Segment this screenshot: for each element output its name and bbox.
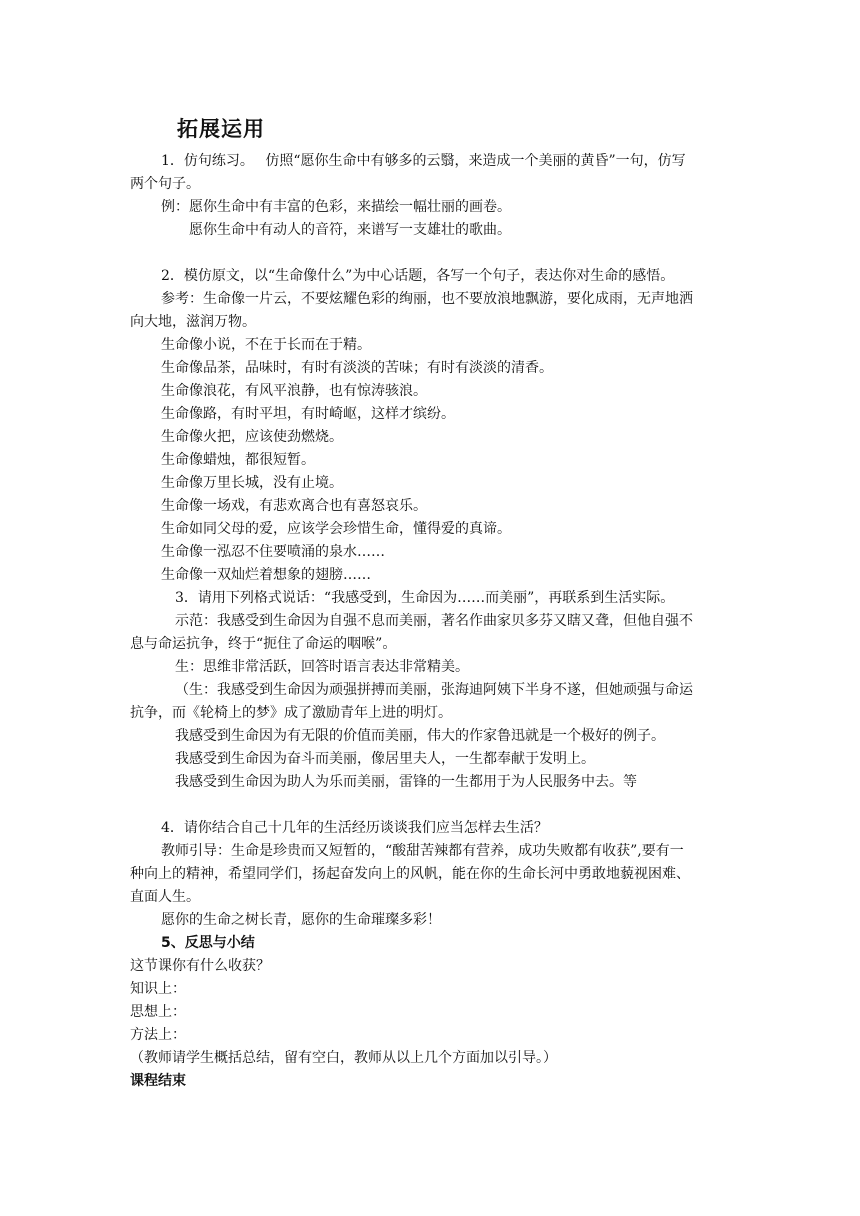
- section-title: 拓展运用: [177, 117, 265, 141]
- q2-item: 生命像路，有时平坦，有时崎岖，这样才缤纷。: [161, 406, 455, 422]
- q1-prompt-line2: 两个句子。: [130, 176, 200, 192]
- q3-answer-1b: 抗争，而《轮椅上的梦》成了激励青年上进的明灯。: [130, 705, 452, 721]
- q2-item: 生命像一双灿烂着想象的翅膀……: [161, 567, 371, 583]
- q3-prompt: 3．请用下列格式说话：“我感受到，生命因为……而美丽”，再联系到生活实际。: [175, 590, 675, 606]
- q2-reference-line1: 参考：生命像一片云，不要炫耀色彩的绚丽，也不要放浪地飘游，要化成雨，无声地洒: [161, 291, 693, 307]
- q2-item: 生命如同父母的爱，应该学会珍惜生命，懂得爱的真谛。: [161, 521, 511, 537]
- q5-heading: 5、反思与小结: [161, 935, 255, 951]
- q5-question: 这节课你有什么收获？: [130, 958, 270, 974]
- q5-knowledge-label: 知识上：: [130, 981, 186, 997]
- q2-item: 生命像浪花，有风平浪静，也有惊涛骇浪。: [161, 383, 427, 399]
- q1-example-1: 例：愿你生命中有丰富的色彩，来描绘一幅壮丽的画卷。: [161, 199, 511, 215]
- course-end-label: 课程结束: [130, 1073, 186, 1089]
- q3-demo-line1: 示范：我感受到生命因为自强不息而美丽，著名作曲家贝多芬又瞎又聋，但他自强不: [175, 613, 693, 629]
- q3-demo-line2: 息与命运抗争，终于“扼住了命运的咽喉”。: [130, 636, 397, 652]
- q5-method-label: 方法上：: [130, 1027, 186, 1043]
- q2-item: 生命像蜡烛，都很短暂。: [161, 452, 315, 468]
- q1-example-2: 愿你生命中有动人的音符，来谱写一支雄壮的歌曲。: [189, 222, 511, 238]
- q4-prompt: 4．请你结合自己十几年的生活经历谈谈我们应当怎样去生活？: [161, 820, 548, 836]
- q3-answer-2: 我感受到生命因为有无限的价值而美丽，伟大的作家鲁迅就是一个极好的例子。: [175, 728, 665, 744]
- q5-teacher-note: （教师请学生概括总结，留有空白，教师从以上几个方面加以引导。）: [130, 1050, 557, 1066]
- q2-item: 生命像小说，不在于长而在于精。: [161, 337, 371, 353]
- q2-item: 生命像品茶，品味时，有时有淡淡的苦味；有时有淡淡的清香。: [161, 360, 553, 376]
- q2-item: 生命像一场戏，有悲欢离合也有喜怒哀乐。: [161, 498, 427, 514]
- q2-prompt: 2．模仿原文，以“生命像什么”为中心话题，各写一个句子，表达你对生命的感悟。: [161, 268, 675, 284]
- q2-item: 生命像万里长城，没有止境。: [161, 475, 343, 491]
- q3-student-comment: 生：思维非常活跃，回答时语言表达非常精美。: [175, 659, 469, 675]
- q3-answer-4: 我感受到生命因为助人为乐而美丽，雷锋的一生都用于为人民服务中去。等: [175, 774, 637, 790]
- q4-guide-line3: 直面人生。: [130, 889, 200, 905]
- q5-thought-label: 思想上：: [130, 1004, 186, 1020]
- q3-answer-1a: （生：我感受到生命因为顽强拼搏而美丽，张海迪阿姨下半身不遂，但她顽强与命运: [175, 682, 693, 698]
- q4-guide-line2: 种向上的精神，希望同学们，扬起奋发向上的风帆，能在你的生命长河中勇敢地藐视困难、: [130, 866, 690, 882]
- q1-prompt-line1: 1．仿句练习。 仿照“愿你生命中有够多的云翳，来造成一个美丽的黄昏”一句，仿写: [161, 153, 686, 169]
- q2-item: 生命像火把，应该使劲燃烧。: [161, 429, 343, 445]
- q2-item: 生命像一泓忍不住要喷涌的泉水……: [161, 544, 385, 560]
- q4-wish: 愿你的生命之树长青，愿你的生命璀璨多彩！: [161, 912, 441, 928]
- q3-answer-3: 我感受到生命因为奋斗而美丽，像居里夫人，一生都奉献于发明上。: [175, 751, 595, 767]
- q2-reference-line2: 向大地，滋润万物。: [130, 314, 256, 330]
- q4-guide-line1: 教师引导：生命是珍贵而又短暂的，“酸甜苦辣都有营养，成功失败都有收获”,要有一: [161, 843, 684, 859]
